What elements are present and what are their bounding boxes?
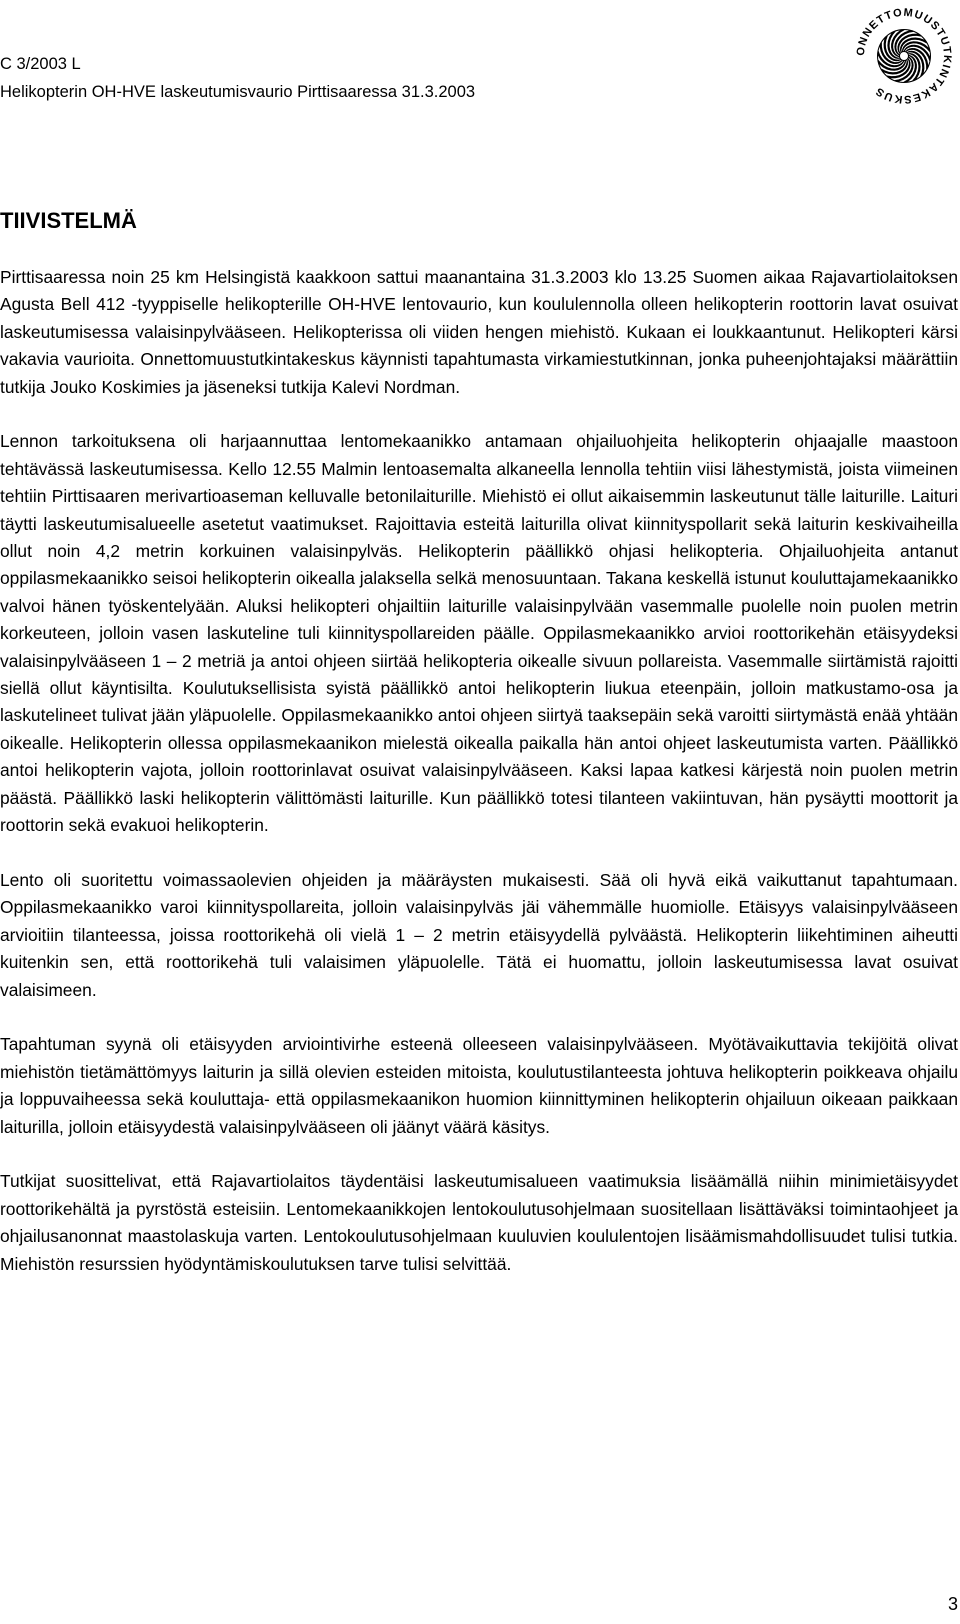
paragraph-3: Lento oli suoritettu voimassaolevien ohjeiden ja määräysten mukaisesti. Sää oli hyvä eikä vaikuttanut tapahtumaan. Oppilasmekaanikko varoi kiinnityspollareita, jolloin valaisinpylväs jäi vähemmälle huomiolle. Etäisyys valaisinpylvääseen arvioitiin tilanteessa, joissa roottorikehä oli vielä 1 – 2 metrin etäisyydellä pylväästä. Helikopterin liikehtiminen aiheutti kuitenkin sen, että roottorikehä tuli valaisimen yläpuolelle. Tätä ei huomattu, jolloin laskeutumisessa lavat osuivat valaisimeen.	[0, 869, 958, 1000]
report-title: Helikopterin OH-HVE laskeutumisvaurio Pirttisaaressa 31.3.2003	[0, 83, 476, 101]
page-number: 3	[947, 1594, 958, 1614]
section-title: TIIVISTELMÄ	[0, 208, 137, 233]
accident-investigation-board-seal-icon	[852, 4, 956, 108]
svg-text:ONNETTOMUUSTUTKINTAKESKUS: ONNETTOMUUSTUTKINTAKESKUS	[854, 6, 954, 106]
paragraph-4: Tapahtuman syynä oli etäisyyden arviointivirhe esteenä olleeseen valaisinpylvääseen. Myötävaikuttavia tekijöitä olivat miehistön tietämättömyys laiturin ja sillä olevien esteiden mitoista, koulutustilanteesta johtuva helikopterin poikkeava ohjailu ja loppuvaiheessa sekä kouluttaja- että oppilasmekaanikon huomion kiinnittyminen helikopterin ohjailuun oikeaan paikkaan laiturilla, jolloin etäisyydestä valaisinpylvääseen oli jäänyt väärä käsitys.	[0, 1034, 958, 1137]
report-code: C 3/2003 L	[0, 55, 81, 73]
paragraph-5: Tutkijat suosittelivat, että Rajavartiolaitos täydentäisi laskeutumisalueen vaatimuksia lisäämällä niihin minimietäisyydet roottorikehältä ja pyrstöstä esteisiin. Lentomekaanikkojen lentokoulutusohjelmaan suositellaan lisättäväksi toimintaohjeet ja ohjailusanonnat maastolaskuja varten. Lentokoulutusohjelmaan kuuluvien koululentojen lisäämismahdollisuudet tulisi tutkia. Miehistön resurssien hyödyntämiskoulutuksen tarve tulisi selvittää.	[0, 1171, 958, 1274]
paragraph-2: Lennon tarkoituksena oli harjaannuttaa lentomekaanikko antamaan ohjailuohjeita helikopterin ohjaajalle maastoon tehtävässä laskeutumisessa. Kello 12.55 Malmin lentoasemalta alkaneella lennolla tehtiin viisi lähestymistä, joista viimeinen tehtiin Pirttisaaren merivartioaseman kelluvalle betonilaiturille. Miehistö ei ollut aikaisemmin laskeutunut tälle laiturille. Laituri täytti laskeutumisalueelle asetetut vaatimukset. Rajoittavia esteitä laiturilla olivat kiinnityspollarit sekä laiturin keskivaiheilla ollut noin 4,2 metrin korkuinen valaisinpylväs. Helikopterin päällikkö ohjasi helikopteria. Ohjailuohjeita antanut oppilasmekaanikko seisoi helikopterin oikealla jalaksella selkä menosuuntaan. Takana keskellä istunut kouluttajamekaanikko valvoi hänen työskentelyään. Aluksi helikopteri ohjailtiin laiturille valaisinpylvään vasemmalle puolelle noin puolen metrin korkeuteen, jolloin vasen laskuteline tuli kiinnityspollareiden päälle. Oppilasmekaanikko arvioi roottorikehän etäisyydeksi valaisinpylvääseen 1 – 2 metriä ja antoi ohjeen siirtää helikopteria oikealle sivuun pollareista. Vasemmalle siirtämistä rajoitti siellä ollut käyntisilta. Koulutuksellisista syistä päällikkö antoi helikopterin liukua eteenpäin, jolloin matkustamo-osa ja laskutelineet tulivat jään yläpuolelle. Oppilasmekaanikko antoi ohjeen siirtyä taaksepäin sekä varoitti siirtymästä enää yhtään oikealle. Helikopterin ollessa oppilasmekaanikon mielestä oikealla paikalla hän antoi ohjeet laskeutumista varten. Päällikkö antoi helikopterin vajota, jolloin roottorinlavat osuivat valaisinpylvääseen. Kaksi lapaa katkesi kärjestä noin puolen metrin päästä. Päällikkö laski helikopterin välittömästi laiturille. Kun päällikkö totesi tilanteen vakiintuvan, hän pysäytti moottorit ja roottorin sekä evakuoi helikopterin.	[0, 431, 958, 836]
paragraph-1: Pirttisaaressa noin 25 km Helsingistä kaakkoon sattui maanantaina 31.3.2003 klo 13.25 Suomen aikaa Rajavartiolaitoksen Agusta Bell 412 -tyyppiselle helikopterille OH-HVE lentovaurio, kun koululennolla olleen helikopterin roottorin lavat osuivat laskeutumisessa valaisinpylvääseen. Helikopterissa oli viiden hengen miehistö. Kukaan ei loukkaantunut. Helikopteri kärsi vakavia vaurioita. Onnettomuustutkintakeskus käynnisti tapahtumasta virkamiestutkinnan, jonka puheenjohtajaksi määrättiin tutkija Jouko Koskimies ja jäseneksi tutkija Kalevi Nordman.	[0, 267, 958, 397]
summary-body	[0, 264, 958, 1305]
document-header	[0, 50, 820, 106]
